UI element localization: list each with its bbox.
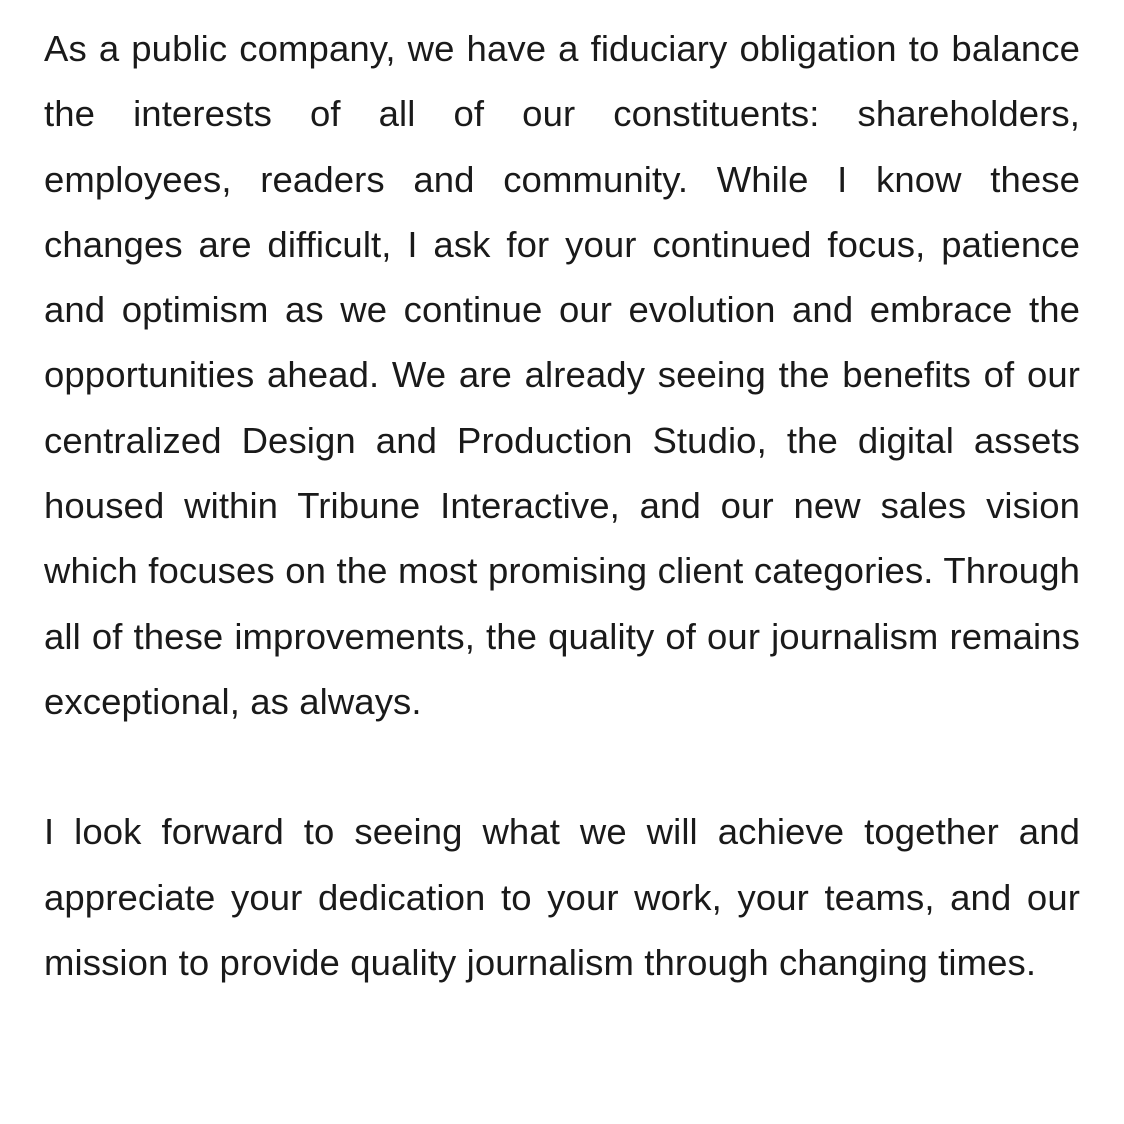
- paragraph-closing: I look forward to seeing what we will achieve together and appreciate your dedication to your work, your teams, and our mission to provide quality journalism through changing times.: [44, 811, 1080, 983]
- letter-body: [44, 16, 1080, 995]
- paragraph-obligation: As a public company, we have a fiduciary obligation to balance the interests of all of our constituents: shareholders, employees, readers and community. While I know these changes are difficult, I ask for your continued focus, patience and optimism as we continue our evolution and embrace the opportunities ahead. We are already seeing the benefits of our centralized Design and Production Studio, the digital assets housed within Tribune Interactive, and our new sales vision which focuses on the most promising client categories. Through all of these improvements, the quality of our journalism remains exceptional, as always.: [44, 28, 1080, 722]
